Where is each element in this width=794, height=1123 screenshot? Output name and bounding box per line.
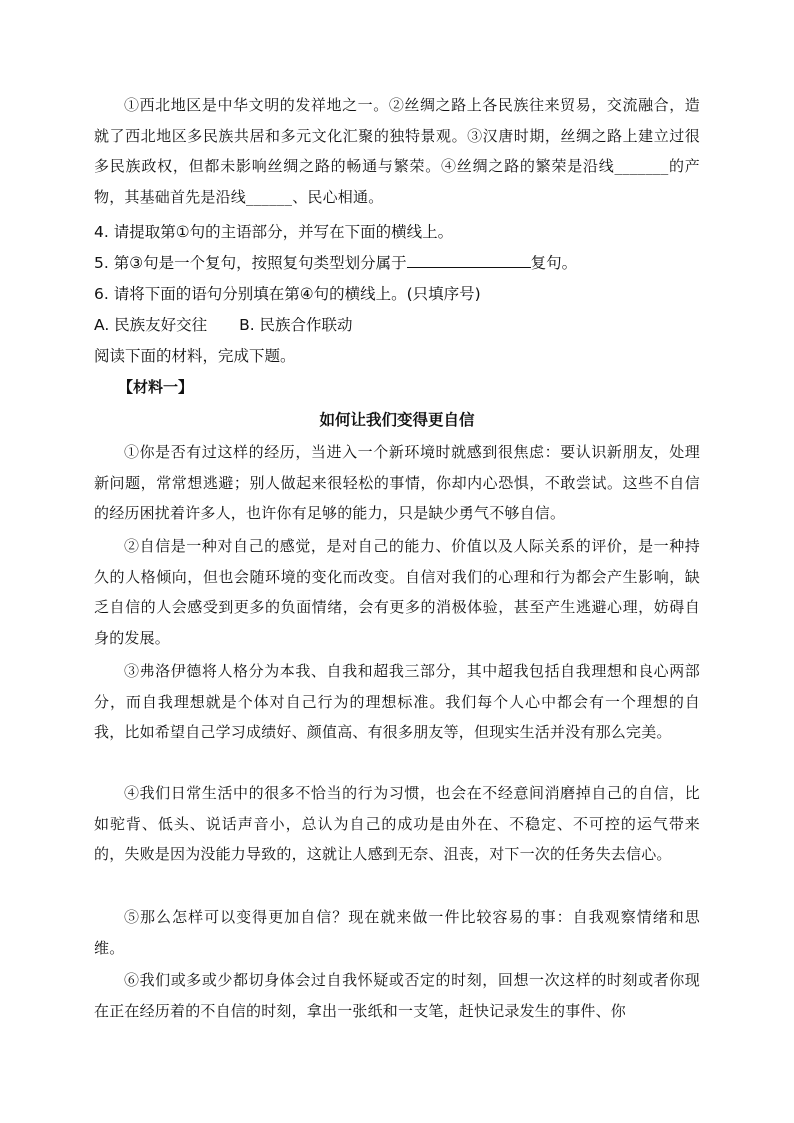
question-5	[94, 248, 700, 278]
option-a: A. 民族友好交往	[94, 316, 208, 334]
article-paragraph-6: ⑥我们或多或少都切身体会过自我怀疑或否定的时刻，回想一次这样的时刻或者你现在正在经历着的不自信的时刻，拿出一张纸和一支笔，赶快记录发生的事件、你	[94, 971, 700, 1020]
article-paragraph-5: ⑤那么怎样可以变得更加自信？现在就来做一件比较容易的事：自我观察情绪和思维。	[94, 908, 700, 957]
article-paragraph-4: ④我们日常生活中的很多不恰当的行为习惯，也会在不经意间消磨掉自己的自信，比如驼背、低头、说话声音小，总认为自己的成功是由外在、不稳定、不可控的运气带来的，失败是因为没能力导致的，这就让人感到无奈、沮丧，对下一次的任务失去信心。	[94, 784, 700, 863]
options-row	[94, 310, 700, 340]
article-title: 如何让我们变得更自信	[319, 410, 475, 429]
article-paragraph-1: ①你是否有过这样的经历，当进入一个新环境时就感到很焦虑：要认识新朋友，处理新问题，常常想逃避；别人做起来很轻松的事情，你却内心恐惧，不敢尝试。这些不自信的经历困扰着许多人，也许你有足够的能力，只是缺少勇气不够自信。	[94, 443, 700, 522]
question-4: 4. 请提取第①句的主语部分，并写在下面的横线上。	[94, 223, 454, 241]
question-5-text: 5. 第③句是一个复句，按照复句类型划分属于	[94, 254, 407, 272]
question-6: 6. 请将下面的语句分别填在第④句的横线上。(只填序号)	[94, 285, 481, 303]
answer-blank-q5[interactable]	[407, 252, 531, 269]
passage-paragraph: ①西北地区是中华文明的发祥地之一。②丝绸之路上各民族往来贸易，交流融合，造就了西北地区多民族共居和多元文化汇聚的独特景观。③汉唐时期，丝绸之路上建立过很多民族政权，但都未影响丝绸之路的畅通与繁荣。④丝绸之路的繁荣是沿线_______的产物，其基础首先是沿线______、民心相通。	[94, 96, 700, 206]
question-5-suffix: 复句。	[530, 254, 578, 272]
article-paragraph-2: ②自信是一种对自己的感觉，是对自己的能力、价值以及人际关系的评价，是一种持久的人格倾向，但也会随环境的变化而改变。自信对我们的心理和行为都会产生影响，缺乏自信的人会感受到更多的负面情绪，会有更多的消极体验，甚至产生逃避心理，妨碍自身的发展。	[94, 537, 700, 647]
article-paragraph-3: ③弗洛伊德将人格分为本我、自我和超我三部分，其中超我包括自我理想和良心两部分，而自我理想就是个体对自己行为的理想标准。我们每个人心中都会有一个理想的自我，比如希望自己学习成绩好、颜值高、有很多朋友等，但现实生活并没有那么完美。	[94, 662, 700, 741]
reading-instruction: 阅读下面的材料，完成下题。	[94, 347, 296, 365]
option-b: B. 民族合作联动	[239, 316, 353, 334]
material-label: 【材料一】	[118, 378, 194, 396]
